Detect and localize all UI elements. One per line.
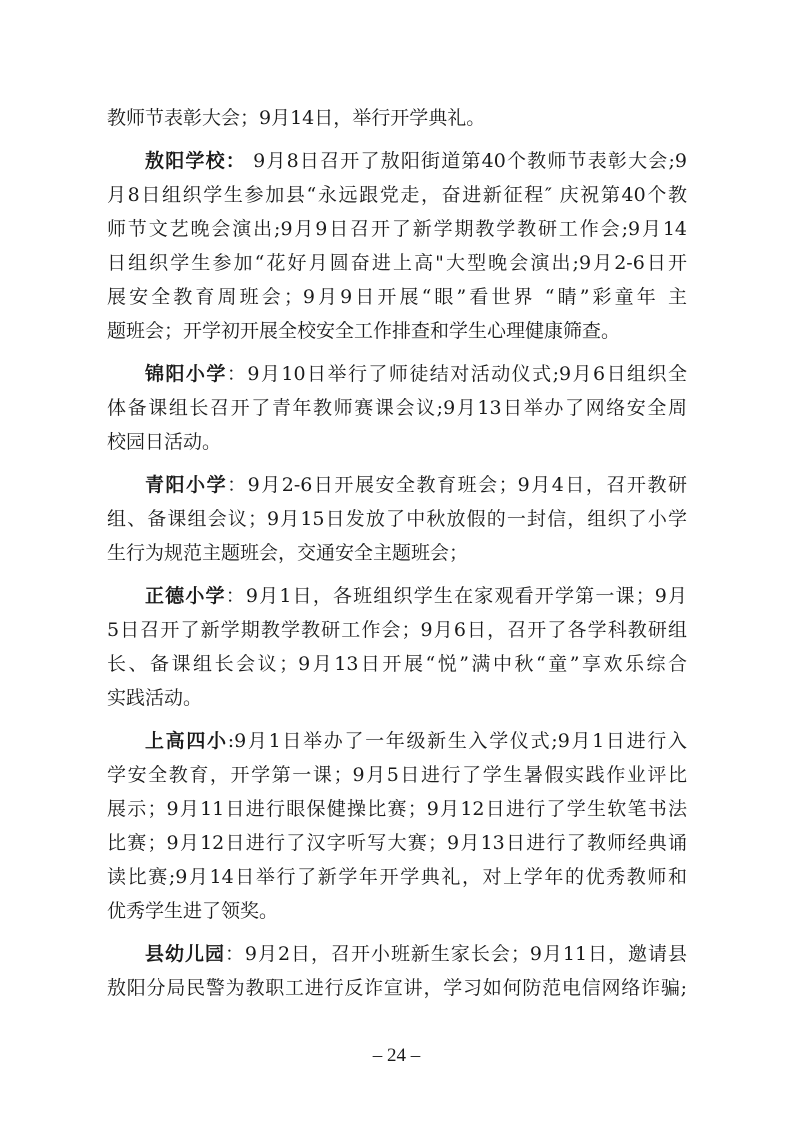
paragraph-first-line (145, 473, 687, 497)
paragraph-first-line (145, 362, 687, 386)
text-span: ：9月2日，召开小班新生家长会；9月11日，邀请县 (224, 943, 687, 965)
text-line: 组、备课组会议；9月15日发放了中秋放假的一封信，组织了小学 (107, 508, 687, 530)
text-line: 敖阳分局民警为教职工进行反诈宣讲，学习如何防范电信网络诈骗; (107, 977, 687, 999)
text-line: 师节文艺晚会演出;9月9日召开了新学期教学教研工作会;9月14 (107, 218, 687, 240)
text-line: 生行为规范主题班会，交通安全主题班会； (107, 542, 469, 564)
text-line: 校园日活动。 (107, 431, 222, 453)
text-line: 题班会；开学初开展全校安全工作排查和学生心理健康筛查。 (107, 320, 621, 342)
school-label: 锦阳小学 (145, 363, 227, 385)
text-line: 体备课组长召开了青年教师赛课会议;9月13日举办了网络安全周 (107, 397, 687, 419)
paragraph-first-line (145, 584, 687, 608)
text-line: 5日召开了新学期教学教研工作会；9月6日，召开了各学科教研组 (107, 619, 687, 641)
text-line: 比赛；9月12日进行了汉字听写大赛；9月13日进行了教师经典诵 (107, 832, 687, 854)
text-span: ：9月10日举行了师徒结对活动仪式;9月6日组织全 (226, 363, 687, 385)
paragraph-first-line (145, 942, 687, 966)
paragraph-first-line (145, 729, 687, 753)
text-line: 展示；9月11日进行眼保健操比赛；9月12日进行了学生软笔书法 (107, 798, 687, 820)
text-span: :9月1日举办了一年级新生入学仪式;9月1日进行入 (227, 730, 687, 752)
text-line: 读比赛;9月14日举行了新学年开学典礼，对上学年的优秀教师和 (107, 866, 687, 888)
text-line: 教师节表彰大会；9月14日，举行开学典礼。 (107, 107, 486, 129)
text-span: 9月8日召开了敖阳街道第40个教师节表彰大会;9 (245, 150, 687, 172)
text-line: 优秀学生进了领奖。 (107, 900, 279, 922)
school-label: 敖阳学校： (145, 150, 246, 172)
text-line: 展安全教育周班会；9月9日开展“眼”看世界 “睛”彩童年 主 (107, 286, 687, 308)
school-label: 正德小学 (145, 585, 226, 607)
school-label: 青阳小学 (145, 474, 228, 496)
text-span: ：9月1日，各班组织学生在家观看开学第一课；9月 (225, 585, 687, 607)
text-span: ：9月2-6日开展安全教育班会；9月4日，召开教研 (227, 474, 687, 496)
text-line: 长、备课组长会议；9月13日开展“悦”满中秋“童”享欢乐综合 (107, 653, 687, 675)
text-line: 月8日组织学生参加县“永远跟党走，奋进新征程″ 庆祝第40个教 (107, 184, 687, 206)
school-label: 上高四小 (145, 730, 228, 752)
text-line: 日组织学生参加“花好月圆奋进上高"大型晚会演出;9月2-6日开 (107, 252, 687, 274)
text-line: 实践活动。 (107, 687, 203, 709)
school-label: 县幼儿园 (145, 943, 225, 965)
page-number: – 24 – (372, 1045, 421, 1066)
text-line: 学安全教育，开学第一课；9月5日进行了学生暑假实践作业评比 (107, 764, 687, 786)
paragraph-first-line (145, 149, 687, 173)
